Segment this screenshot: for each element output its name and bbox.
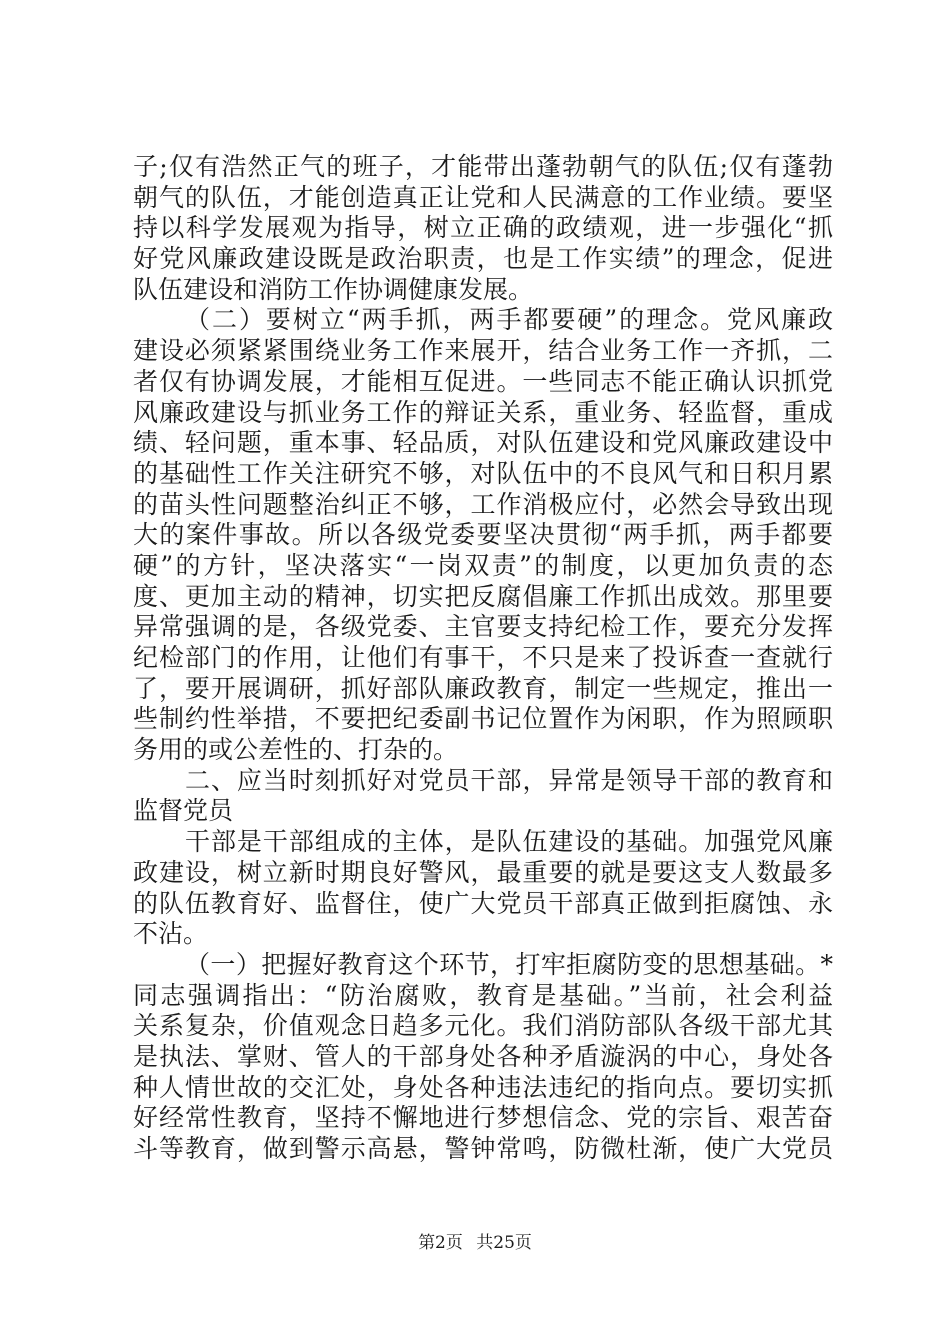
text-line: 种人情世故的交汇处，身处各种违法违纪的指向点。要切实抓 xyxy=(133,1072,833,1102)
text-line: 的队伍教育好、监督住，使广大党员干部真正做到拒腐蚀、永 xyxy=(133,888,833,918)
text-line: 建设必须紧紧围绕业务工作来展开，结合业务工作一齐抓，二 xyxy=(133,336,833,366)
text-line: 好党风廉政建设既是政治职责，也是工作实绩”的理念，促进 xyxy=(133,244,833,274)
text-line: 不沾。 xyxy=(133,919,209,949)
text-line: 好经常性教育，坚持不懈地进行梦想信念、党的宗旨、艰苦奋 xyxy=(133,1103,833,1133)
text-line: 度、更加主动的精神，切实把反腐倡廉工作抓出成效。那里要 xyxy=(133,581,833,611)
text-line: 风廉政建设与抓业务工作的辩证关系，重业务、轻监督，重成 xyxy=(133,397,833,427)
text-line: 持以科学发展观为指导，树立正确的政绩观，进一步强化“抓 xyxy=(133,213,833,243)
text-line: 的基础性工作关注研究不够，对队伍中的不良风气和日积月累 xyxy=(133,458,833,488)
text-line: 异常强调的是，各级党委、主官要支持纪检工作，要充分发挥 xyxy=(133,612,833,642)
text-line: 同志强调指出：“防治腐败，教育是基础。”当前，社会利益 xyxy=(133,980,833,1010)
page-number: 第2页 xyxy=(418,1233,463,1253)
text-line: 硬”的方针，坚决落实“一岗双责”的制度，以更加负责的态 xyxy=(133,550,833,580)
page-footer xyxy=(0,1232,950,1254)
text-line: 二、应当时刻抓好对党员干部，异常是领导干部的教育和 xyxy=(185,765,833,795)
text-line: 纪检部门的作用，让他们有事干，不只是来了投诉查一查就行 xyxy=(133,643,833,672)
text-line: 斗等教育，做到警示高悬，警钟常鸣，防微杜渐，使广大党员 xyxy=(133,1134,833,1163)
text-line: 关系复杂，价值观念日趋多元化。我们消防部队各级干部尤其 xyxy=(133,1011,833,1041)
page-total: 共25页 xyxy=(476,1233,532,1253)
text-line: 朝气的队伍，才能创造真正让党和人民满意的工作业绩。要坚 xyxy=(133,182,833,212)
text-line: 政建设，树立新时期良好警风，最重要的就是要这支人数最多 xyxy=(133,857,833,887)
document-body xyxy=(133,152,833,1165)
text-line: 的苗头性问题整治纠正不够，工作消极应付，必然会导致出现 xyxy=(133,489,833,519)
text-line: 干部是干部组成的主体，是队伍建设的基础。加强党风廉 xyxy=(185,827,833,857)
text-line: 些制约性举措，不要把纪委副书记位置作为闲职，作为照顾职 xyxy=(133,704,833,734)
text-line: 者仅有协调发展，才能相互促进。一些同志不能正确认识抓党 xyxy=(133,366,833,396)
text-line: 了，要开展调研，抓好部队廉政教育，制定一些规定，推出一 xyxy=(133,673,833,703)
text-line: 绩、轻问题，重本事、轻品质，对队伍建设和党风廉政建设中 xyxy=(133,428,833,458)
text-line: （二）要树立“两手抓，两手都要硬”的理念。党风廉政 xyxy=(185,305,833,335)
text-line: 是执法、掌财、管人的干部身处各种矛盾漩涡的中心，身处各 xyxy=(133,1041,833,1071)
text-line: 大的案件事故。所以各级党委要坚决贯彻“两手抓，两手都要 xyxy=(133,520,833,550)
text-line: 监督党员 xyxy=(133,796,234,826)
text-line: 队伍建设和消防工作协调健康发展。 xyxy=(133,274,534,304)
text-line: （一）把握好教育这个环节，打牢拒腐防变的思想基础。* xyxy=(185,949,833,979)
text-line: 子;仅有浩然正气的班子，才能带出蓬勃朝气的队伍;仅有蓬勃 xyxy=(133,152,833,181)
text-line: 务用的或公差性的、打杂的。 xyxy=(133,735,459,765)
